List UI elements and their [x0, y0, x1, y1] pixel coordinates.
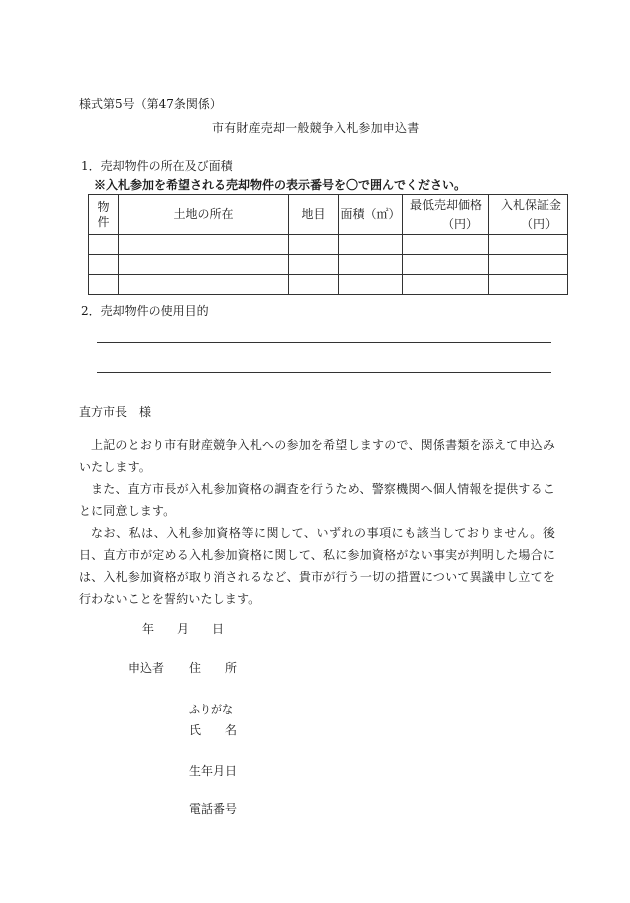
declaration-paragraph-1: 上記のとおり市有財産競争入札への参加を希望しますので、関係書類を添えて申込みいたします。 — [79, 438, 555, 474]
cell-area[interactable] — [339, 255, 403, 275]
cell-area[interactable] — [339, 275, 403, 295]
header-deposit — [489, 195, 568, 235]
cell-min-price[interactable] — [403, 255, 489, 275]
cell-number[interactable] — [89, 235, 119, 255]
header-area: 面積（㎡） — [339, 195, 403, 235]
purpose-line-1[interactable] — [97, 342, 551, 343]
furigana-label: ふりがな — [189, 703, 233, 716]
date-year-label: 年 — [142, 622, 155, 636]
cell-area[interactable] — [339, 235, 403, 255]
section2-heading: 2．売却物件の使用目的 — [81, 304, 209, 318]
cell-location[interactable] — [119, 235, 289, 255]
cell-number[interactable] — [89, 255, 119, 275]
phone-label: 電話番号 — [189, 802, 238, 816]
form-number-label: 様式第5号（第47条関係） — [79, 97, 222, 111]
applicant-label: 申込者 — [128, 661, 165, 675]
cell-location[interactable] — [119, 275, 289, 295]
declaration-paragraph-2: また、直方市長が入札参加資格の調査を行うため、警察機関へ個人情報を提供することに同意します。 — [79, 482, 555, 518]
date-month-label: 月 — [177, 622, 190, 636]
date-day-label: 日 — [212, 622, 225, 636]
header-location: 土地の所在 — [119, 195, 289, 235]
cell-location[interactable] — [119, 255, 289, 275]
address-label: 住 所 — [189, 661, 238, 675]
header-min-price-label: 最低売却価格 — [409, 198, 482, 212]
header-deposit-label: 入札保証金 — [500, 198, 561, 212]
header-min-price-unit: （円） — [441, 217, 478, 231]
cell-land-category[interactable] — [289, 275, 339, 295]
table-row — [89, 235, 568, 255]
cell-land-category[interactable] — [289, 255, 339, 275]
header-min-price — [403, 195, 489, 235]
header-deposit-unit: （円） — [520, 217, 557, 231]
cell-deposit[interactable] — [489, 235, 568, 255]
property-table — [88, 194, 568, 295]
declaration-paragraph-3: なお、私は、入札参加資格等に関して、いずれの事項にも該当しておりません。後日、直方市が定める入札参加資格に関して、私に参加資格がない事実が判明した場合には、入札参加資格が取り消されるなど、貴市が行う一切の措置について異議申し立てを行わないことを誓約いたします。 — [79, 526, 555, 606]
cell-number[interactable] — [89, 275, 119, 295]
table-row — [89, 255, 568, 275]
cell-deposit[interactable] — [489, 275, 568, 295]
document-title: 市有財産売却一般競争入札参加申込書 — [212, 121, 420, 135]
section1-heading: 1．売却物件の所在及び面積 — [81, 159, 233, 173]
purpose-line-2[interactable] — [97, 372, 551, 373]
section1-note: ※入札参加を希望される売却物件の表示番号を〇で囲んでください。 — [94, 178, 467, 192]
header-number-bottom: 件 — [97, 214, 110, 229]
cell-min-price[interactable] — [403, 235, 489, 255]
table-row — [89, 275, 568, 295]
cell-min-price[interactable] — [403, 275, 489, 295]
table-header-row — [89, 195, 568, 235]
birthdate-label: 生年月日 — [189, 764, 238, 778]
cell-land-category[interactable] — [289, 235, 339, 255]
name-label: 氏 名 — [189, 723, 238, 737]
header-land-category: 地目 — [289, 195, 339, 235]
header-number-top: 物 — [97, 199, 110, 214]
cell-deposit[interactable] — [489, 255, 568, 275]
addressee: 直方市長 様 — [79, 405, 152, 419]
header-property-number — [89, 195, 119, 235]
